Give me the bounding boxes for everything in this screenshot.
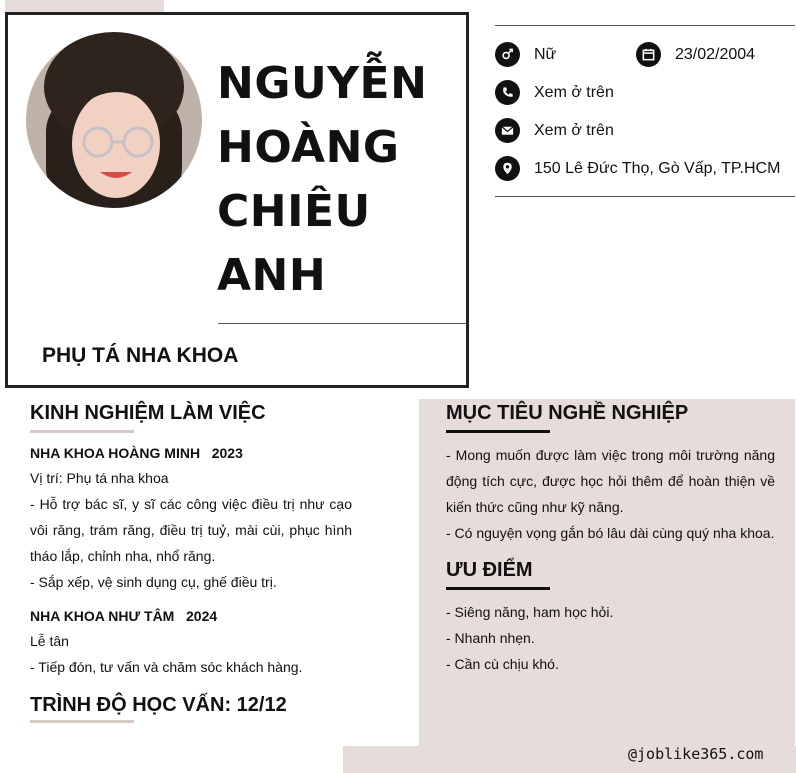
birthdate-value: 23/02/2004 (675, 45, 756, 63)
job-line: - Sắp xếp, vệ sinh dụng cụ, ghế điều trị. (30, 574, 277, 590)
strengths-title-underline (446, 587, 550, 590)
contact-phone (495, 80, 614, 105)
strength-item: - Cần cù chịu khó. (446, 656, 559, 672)
name-line: NGUYỄN (217, 58, 428, 109)
calendar-icon (636, 42, 661, 67)
phone-icon (495, 80, 520, 105)
strength-item: - Siêng năng, ham học hỏi. (446, 604, 614, 620)
objective-line: - Có nguyện vọng gắn bó lâu dài cùng quý nha khoa. (446, 525, 775, 541)
job-heading: NHA KHOA HOÀNG MINH 2023 (30, 445, 243, 461)
address-value: 150 Lê Đức Thọ, Gò Vấp, TP.HCM (534, 159, 781, 177)
job-line: - Hỗ trợ bác sĩ, y sĩ các công việc điều trị như cạo vôi răng, trám răng, điều trị tuỷ, mài cùi, phục hình tháo lắp, chỉnh nha, nhổ răng. (30, 496, 352, 564)
education-title-underline (30, 720, 134, 723)
contact-address (495, 156, 780, 181)
contact-top-divider (495, 25, 795, 26)
name-line: ANH (217, 250, 327, 301)
strength-item: - Nhanh nhẹn. (446, 630, 535, 646)
gender-value: Nữ (534, 45, 557, 63)
objective-section-title: MỤC TIÊU NGHỀ NGHIỆP (446, 402, 689, 424)
job-line: Lễ tân (30, 633, 69, 649)
avatar-portrait-image (26, 32, 202, 208)
email-value: Xem ở trên (534, 121, 614, 139)
footer-handle: @joblike365.com (628, 745, 764, 763)
phone-value: Xem ở trên (534, 83, 614, 101)
name-divider (218, 323, 466, 324)
strengths-section-title: ƯU ĐIỂM (446, 559, 533, 581)
name-line: HOÀNG (217, 122, 400, 173)
candidate-name (217, 52, 457, 308)
objective-line: - Mong muốn được làm việc trong môi trường năng động tích cực, được học hỏi thêm để hoàn thiện về kiến thức cũng như kỹ năng. (446, 447, 775, 515)
avatar (26, 32, 202, 208)
job-title: PHỤ TÁ NHA KHOA (42, 344, 239, 367)
gender-icon (495, 42, 520, 67)
location-pin-icon (495, 156, 520, 181)
job-line: - Tiếp đón, tư vấn và chăm sóc khách hàng. (30, 659, 303, 675)
objective-title-underline (446, 430, 550, 433)
mail-icon (495, 118, 520, 143)
name-line: CHIÊU (217, 186, 371, 237)
experience-title-underline (30, 430, 134, 433)
job-line: Vị trí: Phụ tá nha khoa (30, 470, 169, 486)
job-heading: NHA KHOA NHƯ TÂM 2024 (30, 608, 218, 624)
contact-email (495, 118, 614, 143)
contact-gender (495, 42, 556, 67)
experience-section-title: KINH NGHIỆM LÀM VIỆC (30, 402, 266, 424)
education-section-title: TRÌNH ĐỘ HỌC VẤN: 12/12 (30, 694, 287, 716)
contact-bottom-divider (495, 196, 795, 197)
contact-birthdate (636, 42, 755, 67)
